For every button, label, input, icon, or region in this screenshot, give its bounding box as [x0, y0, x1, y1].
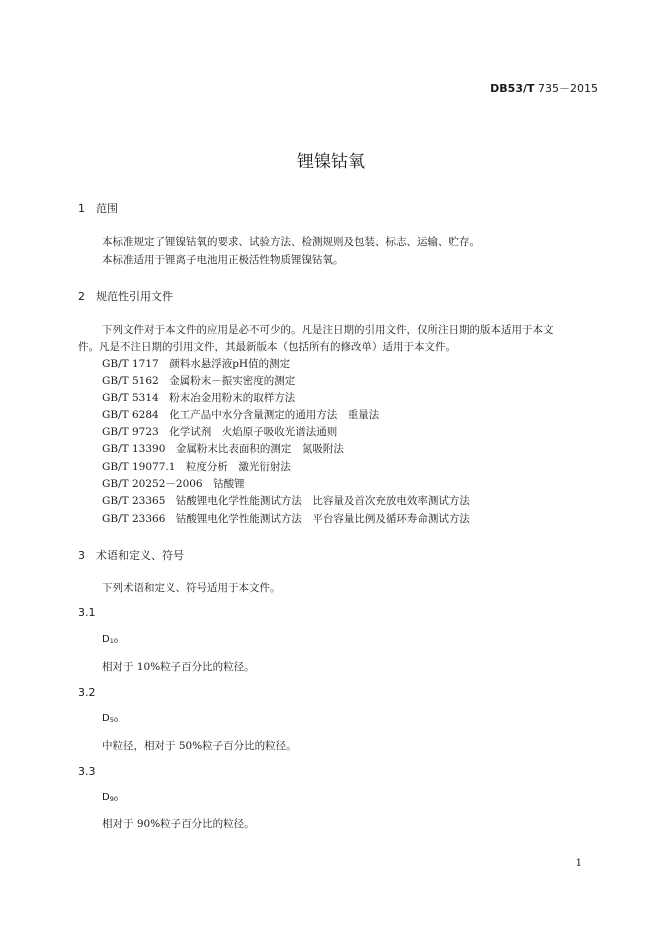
section-title: 术语和定义、符号 [96, 549, 184, 562]
reference-item: GB/T 23365 钴酸锂电化学性能测试方法 比容量及首次充放电效率测试方法 [102, 495, 470, 507]
symbol-letter: D [102, 713, 110, 724]
section-title: 规范性引用文件 [96, 290, 173, 303]
symbol-letter: D [102, 792, 110, 803]
section-3-heading [78, 547, 184, 563]
reference-item: GB/T 6284 化工产品中水分含量测定的通用方法 重量法 [102, 409, 380, 421]
reference-item: GB/T 1717 颜料水悬浮液pH值的测定 [102, 358, 291, 370]
symbol-subscript: 50 [109, 716, 118, 724]
page-title: 锂镍钴氧 [297, 152, 365, 172]
term-number: 3.3 [78, 765, 96, 778]
section-title: 范围 [96, 202, 118, 215]
section-1-paragraph: 本标准适用于锂离子电池用正极活性物质锂镍钴氧。 [102, 254, 344, 266]
section-number: 1 [78, 202, 85, 215]
term-symbol [102, 792, 118, 803]
symbol-subscript: 90 [109, 795, 118, 803]
reference-item: GB/T 20252－2006 钴酸锂 [102, 478, 245, 490]
page-number: 1 [575, 858, 582, 869]
reference-item: GB/T 13390 金属粉末比表面积的测定 氮吸附法 [102, 443, 344, 455]
section-2-intro: 下列文件对于本文件的应用是必不可少的。凡是注日期的引用文件，仅所注日期的版本适用于本文 [102, 324, 554, 336]
term-definition: 相对于 10%粒子百分比的粒径。 [102, 661, 255, 673]
term-symbol [102, 634, 118, 645]
reference-item: GB/T 9723 化学试剂 火焰原子吸收光谱法通则 [102, 426, 338, 438]
section-1-heading [78, 200, 118, 216]
reference-item: GB/T 5314 粉末冶金用粉末的取样方法 [102, 392, 296, 404]
term-number: 3.2 [78, 686, 96, 699]
section-1-paragraph: 本标准规定了锂镍钴氧的要求、试验方法、检测规则及包装、标志、运输、贮存。 [102, 236, 480, 248]
section-2-intro: 件。凡是不注日期的引用文件，其最新版本（包括所有的修改单）适用于本文件。 [78, 341, 456, 353]
term-definition: 中粒径，相对于 50%粒子百分比的粒径。 [102, 740, 297, 752]
document-code-number: 735－2015 [534, 82, 598, 95]
section-number: 2 [78, 290, 85, 303]
reference-item: GB/T 19077.1 粒度分析 激光衍射法 [102, 461, 291, 473]
reference-item: GB/T 5162 金属粉末－振实密度的测定 [102, 375, 296, 387]
section-number: 3 [78, 549, 85, 562]
document-code-prefix: DB53/T [490, 82, 535, 95]
document-code [490, 80, 598, 96]
reference-item: GB/T 23366 钴酸锂电化学性能测试方法 平台容量比例及循环寿命测试方法 [102, 513, 470, 525]
section-3-intro: 下列术语和定义、符号适用于本文件。 [102, 582, 281, 594]
term-symbol [102, 713, 118, 724]
term-definition: 相对于 90%粒子百分比的粒径。 [102, 818, 255, 830]
term-number: 3.1 [78, 606, 96, 619]
section-2-heading [78, 288, 173, 304]
symbol-subscript: 10 [109, 637, 118, 645]
symbol-letter: D [102, 634, 110, 645]
